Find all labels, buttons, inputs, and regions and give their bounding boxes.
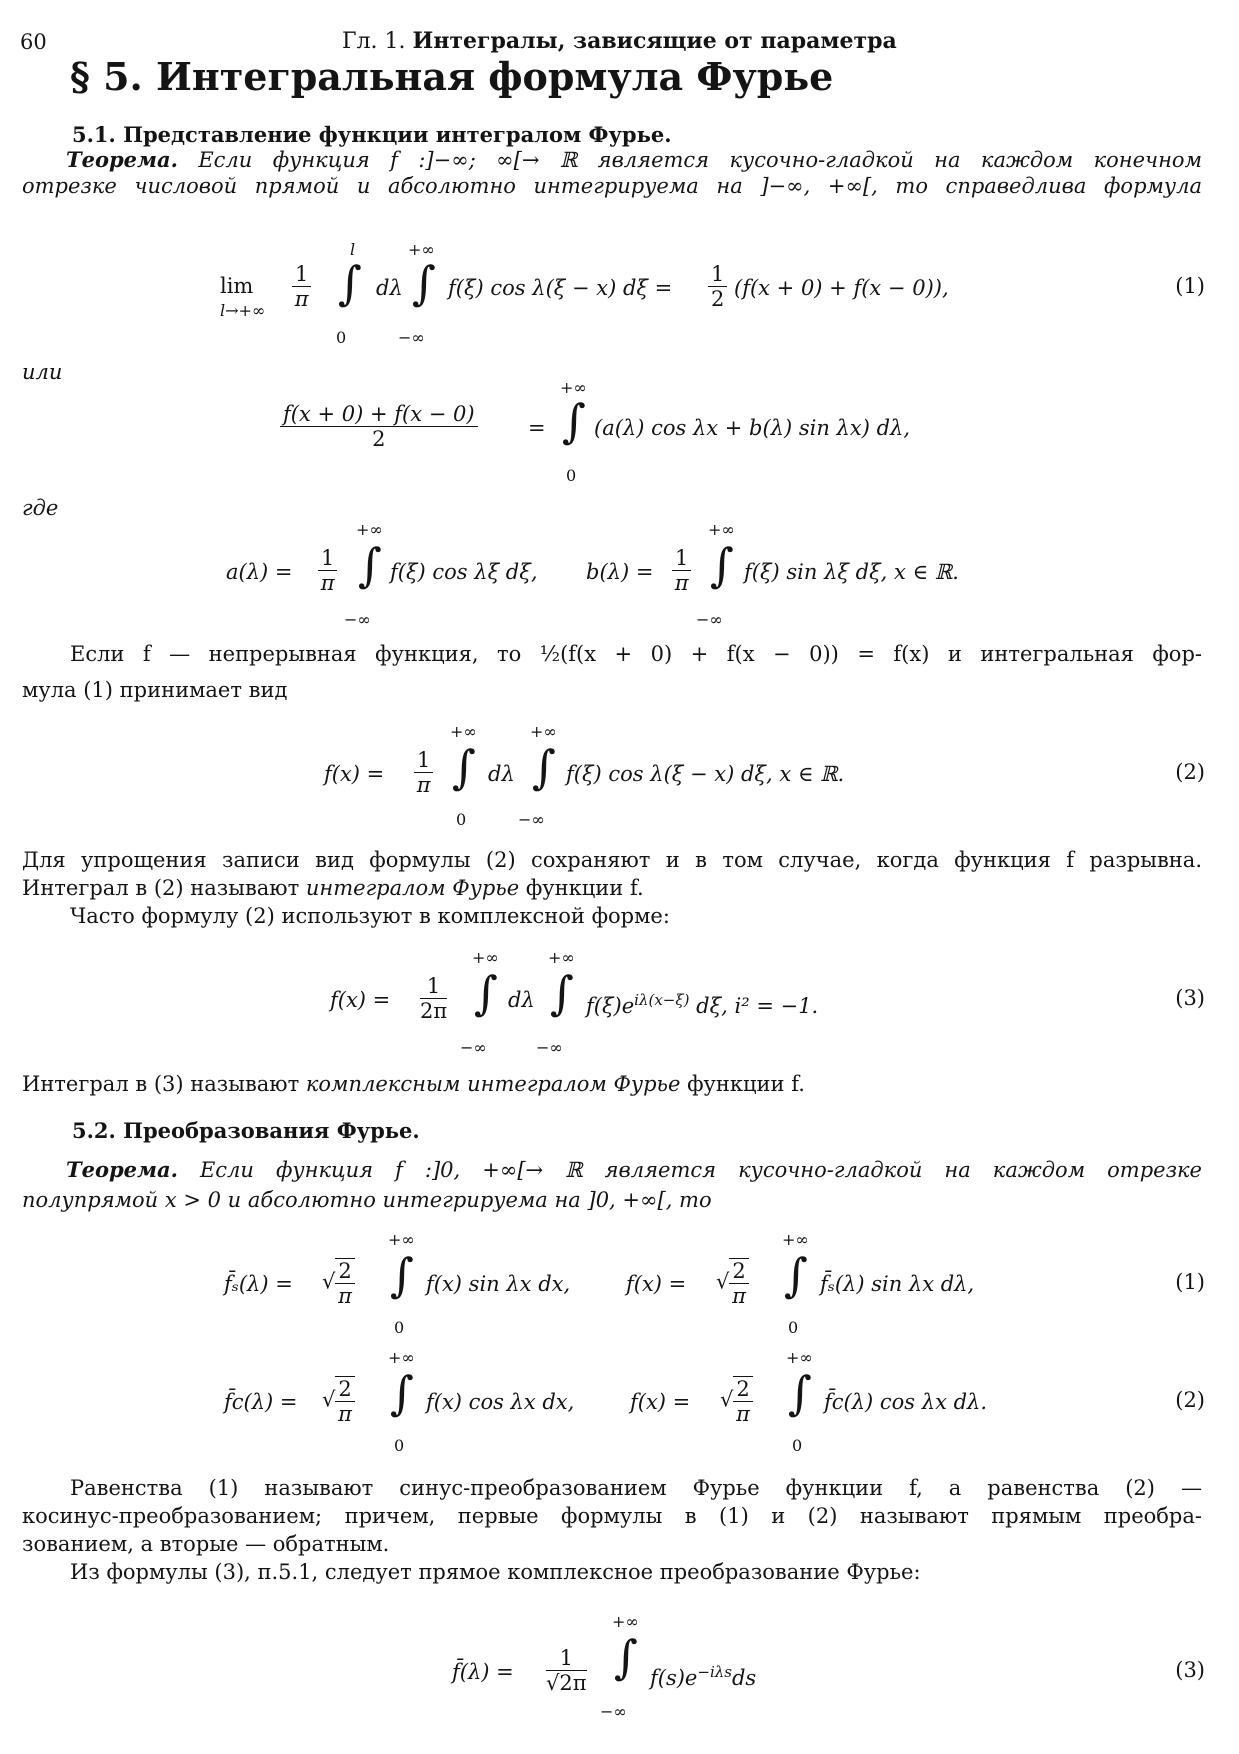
document-page: 60 Гл. 1. Интегралы, зависящие от параметра § 5. Интегральная формула Фурье 5.1. Представление функции интегралом Фурье. Теорема. Если функция f :]−∞; ∞[→ ℝ является кусочно-гладкой на каждом конечном отрезке числовой прямой и абсолютно интегрируема на ]−∞, +∞[, то справедлива формула lim l→+∞ $\frac{1}{\pi}$ l ∫ 0 dλ +∞ ∫ −∞ f(ξ) cos λ(ξ − x) dξ = $\frac{1}{2}$ (f(x + 0) + f(x − 0)), (1) или $\frac{f(x + 0) + f(x - 0)}{2}$ = +∞ ∫ 0 (a(λ) cos λx + b(λ) sin λx) dλ, где a(λ) = $\frac{1}{\pi}$ +∞ ∫ −∞ f(ξ) cos λξ dξ, b(λ) = $\frac{1}{\pi}$ +∞ ∫ −∞ f(ξ) sin λξ dξ, x ∈ ℝ. Если f — непрерывная функция, то ½(f(x + 0) + f(x − 0)) = f(x) и интегральная фор- мула (1) принимает вид f(x) = $\frac{1}{\pi}$ +∞ ∫ 0 dλ +∞ ∫ −∞ f(ξ) cos λ(ξ − x) dξ, x ∈ ℝ. (2) Для упрощения записи вид формулы (2) сохраняют и в том случае, когда функция f разрывна. Интеграл в (2) называют интегралом Фурье функции f. Часто формулу (2) используют в комплексной форме: f(x) = $\frac{1}{2\pi}$ +∞ ∫ −∞ dλ +∞ ∫ −∞ $f(\xi)e^{i\lambda(x-\xi)}$ dξ, i² = −1. (3) Интеграл в (3) называют комплексным интегралом Фурье функции f. 5.2. Преобразования Фурье. Теорема. Если функция f :]0, +∞[→ ℝ является кусочно-гладкой на каждом отрезке полупрямой x > 0 и абсолютно интегрируема на ]0, +∞[, то f̄ₛ(λ) = √ $\frac{2}{\pi}$ +∞ ∫ 0 f(x) sin λx dx, f(x) = √ $\frac{2}{\pi}$ +∞ ∫ 0 f̄ₛ(λ) sin λx dλ, (1) f̄c(λ) = √ $\frac{2}{\pi}$ +∞ ∫ 0 f(x) cos λx dx, f(x) = √ $\frac{2}{\pi}$ +∞ ∫ 0 f̄c(λ) cos λx dλ. (2) Равенства (1) называют синус-преобразованием Фурье функции f, а равенства (2) — косинус-преобразованием; причем, первые формулы в (1) и (2) называют прямым преобра- зованием, а вторые — обратным. Из формулы (3), п.5.1, следует прямое комплексное преобразование Фурье: f̄(λ) = $\frac{1}{√2\pi}$ +∞ ∫ −∞ $f(s)e^{-i\lambda s}ds$ (3) — [0, 0, 1239, 1754]
equation-number: (3) — [1175, 1658, 1205, 1682]
paragraph-5-line-2: косинус-преобразованием; причем, первые формулы в (1) и (2) называют прямым преобра- — [22, 1504, 1202, 1528]
theorem-2-line-2: полупрямой x > 0 и абсолютно интегрируема на ]0, +∞[, то — [22, 1188, 712, 1212]
subsection-title-5-2: 5.2. Преобразования Фурье. — [72, 1118, 420, 1143]
paragraph-2-line-1: Для упрощения записи вид формулы (2) сохраняют и в том случае, когда функция f разрывна. — [22, 848, 1202, 872]
subsection-title-5-1: 5.1. Представление функции интегралом Фурье. — [72, 122, 672, 147]
theorem-line-2: отрезке числовой прямой и абсолютно интегрируема на ]−∞, +∞[, то справедлива формула — [22, 174, 1202, 198]
equation-number: (2) — [1175, 1388, 1205, 1412]
paragraph-4: Интеграл в (3) называют комплексным интегралом Фурье функции f. — [22, 1072, 805, 1096]
paragraph-6-line-1: Из формулы (3), п.5.1, следует прямое комплексное преобразование Фурье: — [70, 1560, 921, 1584]
paragraph-3-line-1: Часто формулу (2) используют в комплексной форме: — [70, 904, 670, 928]
paragraph-5-line-3: зованием, а вторые — обратным. — [22, 1532, 390, 1556]
paragraph-2-line-2: Интеграл в (2) называют интегралом Фурье функции f. — [22, 876, 644, 900]
word-or: или — [22, 360, 63, 384]
equation-number: (2) — [1175, 760, 1205, 784]
equation-number: (3) — [1175, 986, 1205, 1010]
equation-number: (1) — [1175, 274, 1205, 298]
equation-number: (1) — [1175, 1270, 1205, 1294]
theorem-2-line-1: Теорема. Если функция f :]0, +∞[→ ℝ является кусочно-гладкой на каждом отрезке — [66, 1157, 1202, 1182]
section-title: § 5. Интегральная формула Фурье — [70, 54, 834, 99]
paragraph-1-line-2: мула (1) принимает вид — [22, 678, 288, 702]
running-title: Гл. 1. Интегралы, зависящие от параметра — [342, 28, 897, 54]
paragraph-1-line-1: Если f — непрерывная функция, то ½(f(x + 0) + f(x − 0)) = f(x) и интегральная фор- — [70, 642, 1202, 666]
theorem-line-1: Теорема. Если функция f :]−∞; ∞[→ ℝ является кусочно-гладкой на каждом конечном — [66, 147, 1202, 172]
page-number: 60 — [20, 30, 47, 54]
word-where: где — [22, 496, 59, 520]
paragraph-5-line-1: Равенства (1) называют синус-преобразованием Фурье функции f, а равенства (2) — — [70, 1476, 1202, 1500]
